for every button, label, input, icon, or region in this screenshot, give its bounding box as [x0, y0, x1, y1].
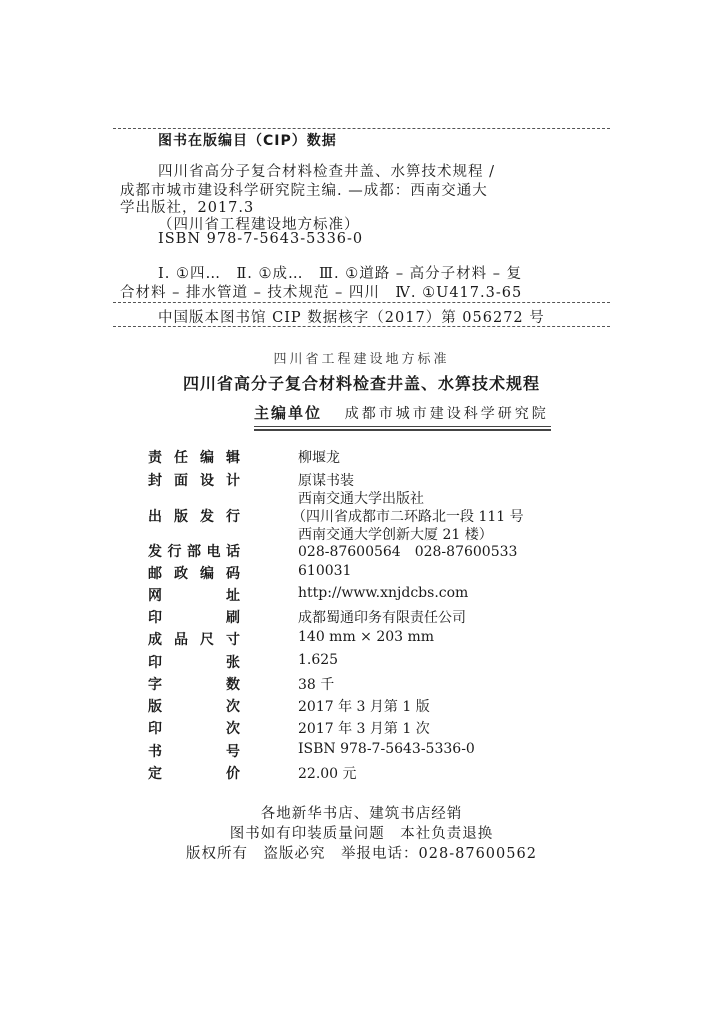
info-value: ISBN 978-7-5643-5336-0 — [298, 741, 475, 757]
info-value: 原谋书装 — [298, 473, 354, 489]
info-label: 印张 — [148, 655, 240, 671]
cip-line: ISBN 978-7-5643-5336-0 — [158, 231, 364, 247]
chief-editor-value: 成都市城市建设科学研究院 — [344, 406, 549, 422]
cip-line: 四川省高分子复合材料检查井盖、水箅技术规程 / — [158, 164, 495, 180]
info-label: 书号 — [148, 744, 240, 760]
series-name: 四川省工程建设地方标准 — [273, 352, 450, 367]
info-value: 2017 年 3 月第 1 版 — [298, 699, 430, 715]
cip-heading: 图书在版编目（CIP）数据 — [158, 133, 337, 149]
info-value: 38 千 — [298, 677, 335, 693]
info-value: 2017 年 3 月第 1 次 — [298, 721, 430, 737]
info-value: 1.625 — [298, 652, 339, 668]
info-value: 028-87600564 028-87600533 — [298, 544, 518, 560]
book-title: 四川省高分子复合材料检查井盖、水箅技术规程 — [182, 374, 540, 393]
info-value: 西南交通大学出版社 — [298, 491, 424, 507]
info-value: 西南交通大学创新大厦 21 楼） — [298, 527, 493, 543]
cip-bottom-divider — [113, 326, 610, 327]
cip-library-number: 中国版本图书馆 CIP 数据核字（2017）第 056272 号 — [158, 310, 545, 326]
info-value: 成都蜀通印务有限责任公司 — [298, 610, 466, 626]
cip-line: 学出版社，2017.3 — [120, 200, 255, 216]
title-rule-thick — [254, 429, 551, 431]
cip-classification: Ⅰ. ①四… Ⅱ. ①成… Ⅲ. ①道路 – 高分子材料 – 复 — [158, 266, 523, 282]
cip-top-divider — [113, 128, 610, 129]
info-label: 出版发行 — [148, 509, 240, 525]
info-value: 610031 — [298, 563, 352, 579]
info-label: 定价 — [148, 766, 240, 782]
cip-line: （四川省工程建设地方标准） — [158, 217, 360, 233]
info-label: 发行部电话 — [148, 544, 240, 560]
cip-classification: 合材料 – 排水管道 – 技术规范 – 四川 Ⅳ. ①U417.3-65 — [120, 285, 523, 301]
info-label: 责任编辑 — [148, 450, 240, 466]
info-value: 柳堰龙 — [298, 450, 340, 466]
info-value: 22.00 元 — [298, 766, 357, 782]
title-rule-thin — [254, 426, 551, 427]
info-value: http://www.xnjdcbs.com — [298, 585, 469, 601]
footer-line: 版权所有 盗版必究 举报电话：028-87600562 — [186, 846, 537, 862]
info-value: 140 mm × 203 mm — [298, 629, 435, 645]
info-label: 邮政编码 — [148, 566, 240, 582]
info-label: 成品尺寸 — [148, 632, 240, 648]
cip-line: 成都市城市建设科学研究院主编. —成都：西南交通大 — [120, 183, 488, 199]
chief-editor-label: 主编单位 — [254, 404, 323, 422]
chief-editor-row — [254, 402, 549, 423]
info-label: 印刷 — [148, 610, 240, 626]
info-label: 封面设计 — [148, 473, 240, 489]
footer-line: 图书如有印装质量问题 本社负责退换 — [229, 826, 494, 842]
info-label: 网址 — [148, 588, 240, 604]
info-label: 字数 — [148, 677, 240, 693]
info-label: 印次 — [148, 721, 240, 737]
info-value: （四川省成都市二环路北一段 111 号 — [292, 509, 524, 525]
info-label: 版次 — [148, 699, 240, 715]
footer-line: 各地新华书店、建筑书店经销 — [260, 806, 463, 822]
cip-mid-divider — [113, 302, 610, 303]
